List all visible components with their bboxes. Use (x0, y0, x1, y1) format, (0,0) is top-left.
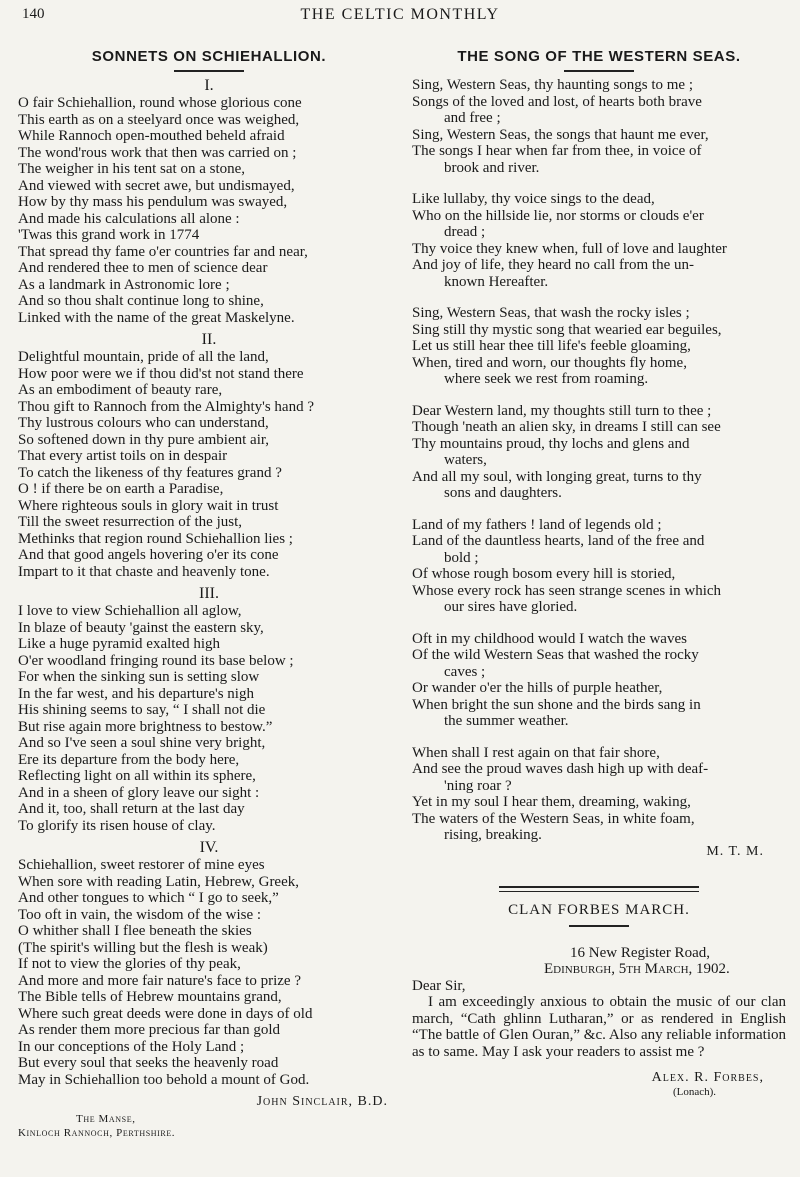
song-line: The waters of the Western Seas, in white foam, (412, 810, 695, 827)
song-line: Sing, Western Seas, that wash the rocky isles ; (412, 305, 690, 321)
sonnet-line: Methinks that region round Schiehallion lies ; (18, 530, 293, 547)
sonnet-line: Where righteous souls in glory wait in trust (18, 497, 279, 514)
song-line: When shall I rest again on that fair shore, (412, 744, 660, 761)
sonnet-line: Schiehallion, sweet restorer of mine eyes (18, 857, 265, 873)
song-line: The songs I hear when far from thee, in voice of (412, 143, 702, 159)
sonnet-line: Impart to it that chaste and heavenly tone. (18, 563, 270, 580)
sonnet-line: O whither shall I flee beneath the skies (18, 923, 252, 939)
sonnet-line: The weigher in his tent sat on a stone, (18, 161, 246, 177)
sonnet-line: How by thy mass his pendulum was swayed, (18, 194, 288, 210)
sonnet-line: I love to view Schiehallion all aglow, (18, 603, 242, 619)
song-line: our sires have gloried. (444, 599, 578, 615)
song-line: Sing, Western Seas, thy haunting songs to me ; (412, 77, 694, 93)
song-line: And all my soul, with longing great, turns to thy (412, 468, 702, 485)
song-line: the summer weather. (444, 713, 569, 729)
song-line: And see the proud waves dash high up with deaf- (412, 761, 709, 777)
sonnet-line: Like a huge pyramid exalted high (18, 636, 221, 652)
sonnet-numeral: II. (201, 331, 217, 348)
song-line: brook and river. (444, 159, 540, 176)
sonnet-line: O ! if there be on earth a Paradise, (18, 481, 224, 497)
song-line: caves ; (444, 663, 486, 680)
song-line: Oft in my childhood would I watch the waves (412, 630, 687, 647)
song-line: Like lullaby, thy voice sings to the dead, (412, 191, 655, 207)
sonnet-line: Linked with the name of the great Maskelyne. (18, 309, 295, 326)
song-line: Land of the dauntless hearts, land of the free and (412, 533, 705, 549)
sonnet-line: That every artist toils on in despair (18, 448, 228, 464)
sonnet-line: O fair Schiehallion, round whose glorious cone (18, 95, 302, 111)
song-line: Thy mountains proud, thy lochs and glens and (412, 435, 690, 452)
song-line: Or wander o'er the hills of purple heather, (412, 680, 663, 696)
sonnet-line: O'er woodland fringing round its base below ; (18, 652, 294, 669)
song-line: When, tired and worn, our thoughts fly home, (412, 354, 687, 371)
sonnets-address-line1: The Manse, (76, 1113, 136, 1125)
sonnet-line: So softened down in thy pure ambient air, (18, 431, 270, 448)
sonnet-line: As a landmark in Astronomic lore ; (18, 276, 230, 293)
letter-signature-note: (Lonach). (672, 1086, 716, 1098)
sonnets-address-line2: Kinloch Rannoch, Perthshire. (18, 1127, 176, 1139)
sonnet-line: But every soul that seeks the heavenly road (18, 1055, 279, 1071)
sonnet-line: And other tongues to which “ I go to seek,” (18, 890, 279, 906)
sonnet-line: To glorify its risen house of clay. (18, 817, 216, 834)
sonnet-line: As render them more precious far than gold (18, 1022, 280, 1038)
sonnet-line: And made his calculations all alone : (18, 210, 240, 227)
song-line: When bright the sun shone and the birds sang in (412, 696, 701, 713)
song-line: Though 'neath an alien sky, in dreams I still can see (412, 419, 721, 435)
sonnet-line: And so thou shalt continue long to shine, (18, 293, 264, 309)
sonnet-line: May in Schiehallion too behold a mount of God. (18, 1071, 310, 1088)
sonnet-line: In blaze of beauty 'gainst the eastern sky, (18, 619, 264, 636)
sonnet-line: Till the sweet resurrection of the just, (18, 514, 242, 530)
song-title: THE SONG OF THE WESTERN SEAS. (457, 48, 741, 65)
song-line: Of the wild Western Seas that washed the rocky (412, 647, 699, 663)
song-line: Songs of the loved and lost, of hearts both brave (412, 93, 702, 110)
song-line: where seek we rest from roaming. (444, 371, 649, 387)
song-line: bold ; (444, 549, 479, 566)
sonnet-line: Where such great deeds were done in days of old (18, 1005, 313, 1022)
left-column (18, 48, 400, 1140)
sonnet-line: And in a sheen of glory leave our sight : (18, 784, 260, 801)
sonnet-numeral: IV. (199, 839, 219, 856)
sonnet-line: The wond'rous work that then was carried on ; (18, 144, 297, 161)
sonnet-line: And more and more fair nature's face to prize ? (18, 972, 301, 989)
song-line: waters, (444, 452, 487, 468)
song-line: Sing still thy mystic song that wearied ear beguiles, (412, 321, 722, 338)
section-divider (499, 886, 699, 892)
sonnet-line: For when the sinking sun is setting slow (18, 669, 260, 685)
sonnet-line: Thy lustrous colours who can understand, (18, 415, 269, 431)
sonnet-line: His shining seems to say, “ I shall not die (18, 702, 266, 718)
sonnet-line: If not to view the glories of thy peak, (18, 956, 241, 972)
sonnet-numeral: III. (199, 585, 219, 602)
sonnet-line: Ere its departure from the body here, (18, 751, 240, 768)
letter-dateline: Edinburgh, 5th March, 1902. (544, 961, 730, 977)
sonnet-line: And it, too, shall return at the last day (18, 801, 245, 817)
sonnet-line: But rise again more brightness to bestow.” (18, 718, 273, 735)
sonnets-body (18, 77, 400, 1088)
sonnet-numeral: I. (204, 77, 214, 94)
sonnet-line: And viewed with secret awe, but undismayed, (18, 177, 295, 194)
page-number: 140 (22, 6, 45, 22)
letter-body: I am exceedingly anxious to obtain the music of our clan march, “Cath ghlinn Lutharan,” or as rendered in English “The battle of Glen Ouran,” &c. Also any reliable information as to same. May I ask your readers to assist me ? (412, 994, 786, 1060)
song-line: Whose every rock has seen strange scenes in which (412, 582, 722, 599)
song-line: Land of my fathers ! land of legends old ; (412, 516, 662, 533)
song-line: dread ; (444, 224, 486, 240)
letter (412, 945, 786, 1099)
sonnet-line: That spread thy fame o'er countries far and near, (18, 243, 308, 260)
title-rule (174, 70, 244, 72)
letter-salutation: Dear Sir, (412, 977, 466, 994)
song-line: Thy voice they knew when, full of love and laughter (412, 240, 727, 257)
sonnet-line: When sore with reading Latin, Hebrew, Greek, (18, 873, 300, 890)
sonnet-line: How poor were we if thou did'st not stand there (18, 365, 304, 382)
sonnet-line: (The spirit's willing but the flesh is weak) (18, 939, 268, 956)
sonnet-line: As an embodiment of beauty rare, (18, 382, 223, 398)
song-line: and free ; (444, 110, 501, 126)
sonnet-line: To catch the likeness of thy features grand ? (18, 464, 282, 481)
sonnet-line: Reflecting light on all within its sphere, (18, 768, 256, 784)
sonnet-line: In our conceptions of the Holy Land ; (18, 1038, 245, 1055)
running-title: THE CELTIC MONTHLY (300, 6, 500, 23)
song-signature: M. T. M. (706, 843, 764, 859)
song-line: And joy of life, they heard no call from the un- (412, 257, 694, 273)
song-line: Who on the hillside lie, nor storms or clouds e'er (412, 207, 704, 224)
right-column (412, 48, 786, 1098)
sonnet-line: 'Twas this grand work in 1774 (18, 227, 200, 243)
letter-signature: Alex. R. Forbes, (651, 1070, 764, 1085)
sonnet-line: And rendered thee to men of science dear (18, 260, 268, 276)
letter-title: CLAN FORBES MARCH. (508, 901, 690, 918)
title-rule (564, 70, 634, 72)
sonnet-line: This earth as on a steelyard once was weighed, (18, 111, 300, 128)
sonnet-line: The Bible tells of Hebrew mountains grand, (18, 989, 282, 1005)
sonnet-line: Delightful mountain, pride of all the land, (18, 349, 269, 365)
letter-address: 16 New Register Road, (570, 944, 710, 961)
sonnet-line: Thou gift to Rannoch from the Almighty's hand ? (18, 398, 314, 415)
song-line: Yet in my soul I hear them, dreaming, waking, (412, 794, 691, 810)
song-line: known Hereafter. (444, 273, 549, 290)
song-body (412, 77, 786, 844)
sonnets-title: SONNETS ON SCHIEHALLION. (91, 48, 327, 65)
sonnet-line: And that good angels hovering o'er its cone (18, 547, 279, 563)
sonnet-line: In the far west, and his departure's nigh (18, 685, 254, 702)
song-line: 'ning roar ? (444, 777, 512, 794)
sonnet-line: While Rannoch open-mouthed beheld afraid (18, 128, 285, 144)
song-line: sons and daughters. (444, 485, 562, 501)
sonnet-line: And so I've seen a soul shine very bright, (18, 735, 266, 751)
sonnets-signature: John Sinclair, B.D. (256, 1094, 388, 1109)
sonnet-line: Too oft in vain, the wisdom of the wise : (18, 906, 262, 923)
song-line: Let us still hear thee till life's feeble gloaming, (412, 338, 691, 354)
song-line: rising, breaking. (444, 827, 542, 843)
song-line: Of whose rough bosom every hill is storied, (412, 566, 676, 582)
song-line: Sing, Western Seas, the songs that haunt me ever, (412, 126, 709, 143)
song-line: Dear Western land, my thoughts still turn to thee ; (412, 402, 712, 419)
